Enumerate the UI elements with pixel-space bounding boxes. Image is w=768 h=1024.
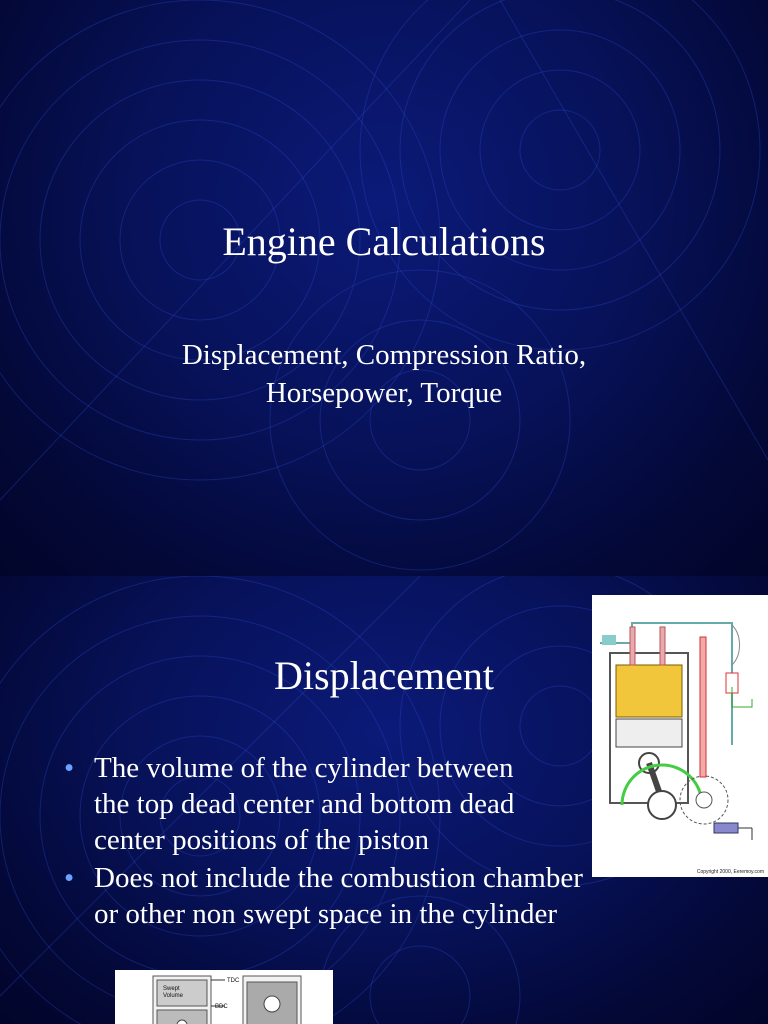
- subtitle-line: Displacement, Compression Ratio,: [181, 339, 587, 371]
- engine-diagram-image: [592, 595, 768, 877]
- engine-diagram-illustration: [592, 595, 768, 877]
- presentation-subtitle: [0, 336, 768, 412]
- bullet-line: The volume of the cylinder between: [94, 752, 514, 784]
- image-copyright: Copyright 2000, Eeremoy.com: [696, 869, 764, 875]
- presentation-title: Engine Calculations: [222, 219, 546, 264]
- bdc-label: BDC: [215, 1004, 228, 1010]
- bullet-line: the top dead center and bottom dead: [94, 788, 515, 820]
- displacement-slide: [0, 576, 768, 1024]
- bullet-dot-icon: •: [64, 862, 75, 894]
- subtitle-line: Horsepower, Torque: [265, 377, 503, 409]
- bullet-dot-icon: •: [64, 752, 75, 784]
- swept-volume-diagram: [115, 970, 333, 1024]
- swept-volume-label: Swept: [163, 986, 180, 992]
- bullet-line: Does not include the combustion chamber: [94, 862, 583, 894]
- tdc-label: TDC: [227, 978, 240, 984]
- bullet-line: or other non swept space in the cylinder: [94, 898, 558, 930]
- piston-tdc-bdc-illustration: [115, 970, 333, 1024]
- slide-title: Displacement: [274, 653, 494, 698]
- swept-volume-label: Volume: [163, 993, 184, 999]
- bullet-line: center positions of the piston: [94, 824, 430, 856]
